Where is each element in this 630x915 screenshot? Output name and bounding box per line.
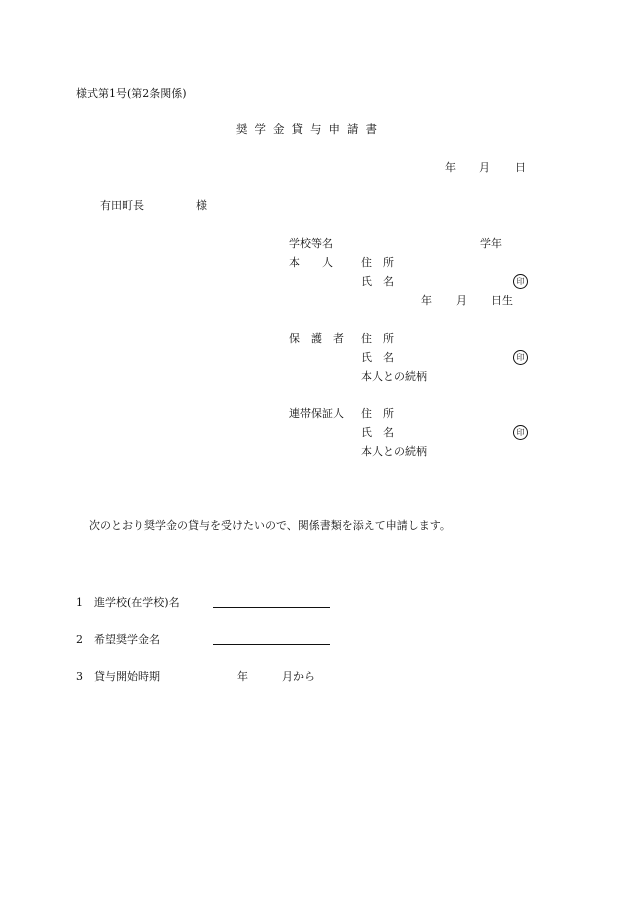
page-title: 奨学金貸与申請書 [236,122,384,136]
start-year-label: 年 [237,670,248,683]
birth-year-label: 年 [421,294,432,307]
guardian-address-label: 住 所 [361,332,394,345]
form-number: 様式第1号(第2条関係) [76,87,187,100]
guardian-relation-label: 本人との続柄 [361,370,427,383]
date-day-label: 日 [515,161,526,174]
guarantor-name-label: 氏 名 [361,426,394,439]
applicant-label: 本 人 [289,256,333,269]
grade-label: 学年 [480,237,502,250]
application-statement: 次のとおり奨学金の貸与を受けたいので、関係書類を添えて申請します。 [89,519,451,532]
applicant-address-label: 住 所 [361,256,394,269]
addressee-name: 有田町長 [100,199,144,212]
date-month-label: 月 [479,161,490,174]
scholarship-name-line [213,644,330,645]
item-number: 2 [76,633,83,646]
date-year-label: 年 [445,161,456,174]
guarantor-relation-label: 本人との続柄 [361,445,427,458]
guardian-label: 保 護 者 [289,332,344,345]
school-name-line [213,607,330,608]
guarantor-label: 連帯保証人 [289,407,344,420]
item-label-school: 進学校(在学校)名 [94,596,180,609]
guardian-name-label: 氏 名 [361,351,394,364]
start-month-label: 月から [282,670,315,683]
item-label-start: 貸与開始時期 [94,670,160,683]
applicant-seal-icon: 印 [513,274,528,289]
guarantor-seal-icon: 印 [513,425,528,440]
item-number: 3 [76,670,83,683]
guarantor-address-label: 住 所 [361,407,394,420]
birth-month-label: 月 [456,294,467,307]
birth-day-label: 日生 [491,294,513,307]
school-label: 学校等名 [289,237,333,250]
item-label-scholarship: 希望奨学金名 [94,633,160,646]
guardian-seal-icon: 印 [513,350,528,365]
item-number: 1 [76,596,83,609]
addressee-honorific: 様 [196,199,207,212]
applicant-name-label: 氏 名 [361,275,394,288]
